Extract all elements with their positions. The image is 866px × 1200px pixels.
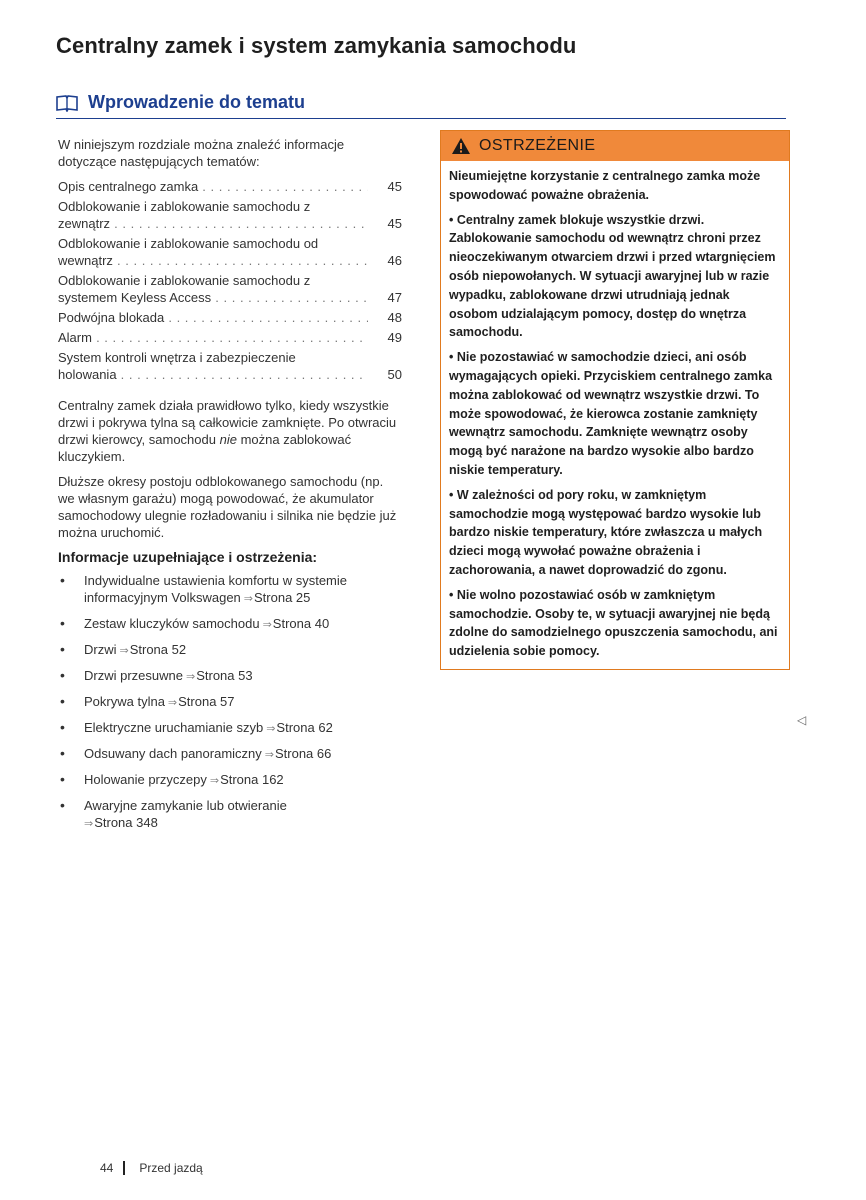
page-link[interactable]: Strona 57 (178, 694, 235, 709)
page-link[interactable]: Strona 25 (254, 590, 311, 605)
arrow-right-icon: ⇒ (264, 749, 274, 761)
toc-item[interactable]: Opis centralnego zamka . . . 45 (58, 178, 402, 195)
page-link[interactable]: Strona 52 (129, 642, 187, 657)
section-header (56, 92, 786, 119)
page-link[interactable]: Strona 162 (220, 772, 284, 787)
arrow-right-icon: ⇒ (262, 619, 272, 631)
section-title: Wprowadzenie do tematu (88, 92, 306, 112)
page-footer (100, 1161, 203, 1175)
warning-item: • Nie wolno pozostawiać osób w zamkniętym samochodzie. Osoby te, w sytuacji awaryjnej nie będą zdolne do samodzielnego opuszczenia samochodu, ani udzielenia sobie pomocy. (449, 586, 781, 661)
arrow-right-icon: ⇒ (243, 593, 254, 605)
toc-page-number: 46 (387, 253, 402, 268)
warning-title: OSTRZEŻENIE (479, 137, 596, 154)
arrow-right-icon: ⇒ (84, 818, 94, 830)
toc-list (58, 178, 402, 383)
page-link[interactable]: Strona 66 (274, 746, 332, 761)
page-link[interactable]: Strona 53 (196, 668, 253, 683)
arrow-right-icon: ⇒ (266, 723, 276, 735)
toc-page-number: 45 (387, 179, 402, 194)
footer-divider (123, 1161, 125, 1175)
arrow-right-icon: ⇒ (185, 671, 196, 683)
toc-item[interactable]: Alarm . . . 49 (58, 329, 402, 346)
arrow-right-icon: ⇒ (119, 645, 129, 657)
warning-box (440, 130, 790, 670)
warning-item: • W zależności od pory roku, w zamkniętym samochodzie mogą występować bardzo wysokie lub bardzo niskie temperatury, które zwłaszcza u małych dzieci mogą wywołać poważne obrażenia i zachorowania, a nawet doprowadzić do zgonu. (449, 486, 781, 580)
page-link[interactable]: Strona 62 (276, 720, 333, 735)
page-number: 44 (100, 1161, 114, 1175)
warning-lead: Nieumiejętne korzystanie z centralnego zamka może spowodować poważne obrażenia. (449, 169, 761, 202)
list-item: • Holowanie przyczepy ⇒Strona 162 (58, 771, 402, 790)
left-column (58, 136, 402, 840)
section-end-marker-icon: ◁ (797, 713, 807, 727)
toc-page-number: 47 (387, 290, 402, 305)
list-item: • Drzwi przesuwne ⇒Strona 53 (58, 667, 402, 686)
page-link[interactable]: Strona 40 (272, 616, 330, 631)
toc-page-number: 49 (387, 330, 402, 345)
warning-body (441, 161, 789, 669)
arrow-right-icon: ⇒ (167, 697, 178, 709)
central-lock-paragraph: Centralny zamek działa prawidłowo tylko, kiedy wszystkie drzwi i pokrywa tylna są całkowicie zamknięte. Po otwraciu drzwi kierowcy, samochodu nie można zablokować kluczykiem. (58, 398, 397, 464)
reference-list (58, 572, 402, 833)
toc-page-number: 50 (387, 367, 402, 382)
page-title: Centralny zamek i system zamykania samochodu (56, 33, 577, 58)
list-item: • Pokrywa tylna ⇒Strona 57 (58, 693, 402, 712)
warning-triangle-icon (451, 137, 471, 155)
toc-item[interactable]: Odblokowanie i zablokowanie samochodu z zewnątrz . . . 45 (58, 198, 402, 232)
toc-item[interactable]: Odblokowanie i zablokowanie samochodu z systemem Keyless Access . . . 47 (58, 272, 402, 306)
list-item: • Awaryjne zamykanie lub otwieranie ⇒Strona 348 (58, 797, 402, 833)
list-item: • Zestaw kluczyków samochodu ⇒Strona 40 (58, 615, 402, 634)
list-item: • Indywidualne ustawienia komfortu w systemie informacyjnym Volkswagen ⇒Strona 25 (58, 572, 402, 608)
warning-item: • Centralny zamek blokuje wszystkie drzwi. Zablokowanie samochodu od wewnątrz chroni przez nieoczekiwanym otwarciem drzwi i przed wtargnięciem osób niepowołanych. W sytuacji awaryjnej lub w razie wypadku, zablokowane drzwi utrudniają jednak osobom udzialającym pomocy, dostęp do wnętrza samochodu. (449, 211, 781, 343)
book-icon (56, 95, 78, 112)
chapter-name: Przed jazdą (139, 1161, 203, 1175)
warning-item: • Nie pozostawiać w samochodzie dzieci, ani osób wymagających opieki. Przyciskiem centralnego zamka można zablokować od wewnątrz wszystkie drzwi. To może spowodować, że kierowca zostanie zamknięty wewnątrz samochodu. Zamknięte wewnątrz osoby mogą być narażone na bardzo wysokie albo bardzo niskie temperatury. (449, 348, 781, 480)
battery-paragraph: Dłuższe okresy postoju odblokowanego samochodu (np. we własnym garażu) mogą powodować, że akumulator samochodowy ulegnie rozładowaniu i silnika nie będzie już można uruchomić. (58, 474, 397, 540)
toc-item[interactable]: System kontroli wnętrza i zabezpieczenie holowania . . . 50 (58, 349, 402, 383)
list-item: • Odsuwany dach panoramiczny ⇒Strona 66 (58, 745, 402, 764)
list-item: • Elektryczne uruchamianie szyb ⇒Strona 62 (58, 719, 402, 738)
page-link[interactable]: Strona 348 (94, 815, 158, 830)
arrow-right-icon: ⇒ (209, 775, 220, 787)
toc-item[interactable]: Odblokowanie i zablokowanie samochodu od wewnątrz . . . 46 (58, 235, 402, 269)
intro-text: W niniejszym rozdziale można znaleźć informacje dotyczące następujących tematów: (58, 137, 345, 169)
subheading: Informacje uzupełniające i ostrzeżenia: (58, 549, 318, 565)
toc-item[interactable]: Podwójna blokada . . . 48 (58, 309, 402, 326)
warning-header (441, 131, 789, 161)
toc-page-number: 48 (387, 310, 402, 325)
list-item: • Drzwi ⇒Strona 52 (58, 641, 402, 660)
toc-page-number: 45 (387, 216, 402, 231)
